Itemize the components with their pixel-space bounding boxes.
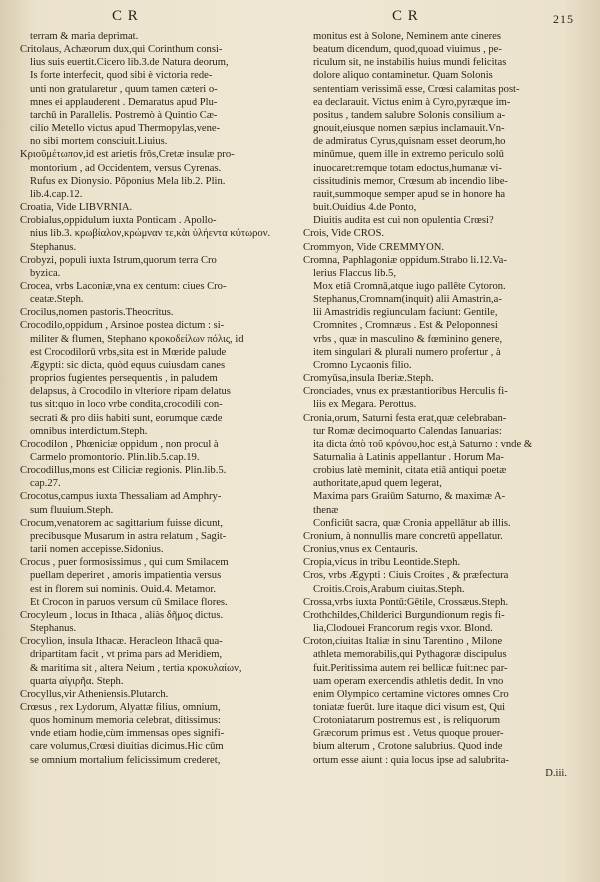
right-column-line: thenæ (313, 504, 339, 516)
left-column-line: se omnium mortalium felicissimum crederet, (30, 754, 221, 766)
right-column-line: riculum sit, ne instabilis huius mundi felicitas (313, 57, 507, 69)
right-column-line: Cromno Lycaonis filio. (313, 359, 412, 371)
right-column-line: de admiratus Cyrus,quisnam esset deorum,ho (313, 136, 506, 148)
right-column-line: Crothchildes,Childerici Burgundionum regis fi- (303, 609, 505, 621)
right-column-line: athleta memorabilis,qui Pythagoræ discipulus (313, 649, 507, 661)
left-column-line: Is forte interfecit, quod sibi è victoria rede- (30, 70, 213, 82)
left-column-line: militer & flumen, Stephano κροκοδείλων πόλις, id (30, 333, 244, 345)
left-column-line: Croatia, Vide LIBVRNIA. (20, 202, 133, 214)
left-column-line: Stephanus. (30, 623, 77, 635)
left-column-line: nius lib.3. κρωβίαλον,κρώμναν τε,κὰι ὑλήεντα κύτωρον. (30, 228, 271, 240)
right-column-line: Cronium, à nonnullis mare concretū appellatur. (303, 530, 503, 542)
left-column-line: terram & maria deprimat. (30, 31, 139, 42)
left-column-line: ceatæ.Steph. (30, 294, 84, 306)
left-column-line: Crocodilon , Phœniciæ oppidum , non procul à (20, 438, 219, 450)
right-column-line: liis ex Megara. Perottus. (313, 399, 417, 411)
right-column-line: Saturnalia à Latinis appellantur . Horum Ma- (313, 452, 504, 463)
left-column-line: & maritima sit , altera Neium , tertia κροκυλαίων, (30, 662, 242, 674)
running-head-center: C R (392, 8, 419, 24)
right-column-line: Maxima pars Graiūm Saturno, & maximæ A- (313, 491, 506, 503)
right-column-line: authoritate,apud quem legerat, (313, 478, 442, 490)
right-column-line: sententiam verissimā esse, Crœsi calamitas post- (313, 83, 520, 95)
left-column-line: Crocum,venatorem ac sagittarium fuisse dicunt, (20, 517, 223, 529)
left-column-line: byzica. (30, 267, 61, 279)
right-column-line: Crotoniatarum postremus est , is reliquorum (313, 715, 501, 727)
right-column-line: cissitudinis memor, Crœsum ab incendio libe- (313, 175, 508, 187)
left-column-line: Crocylion, insula Ithacæ. Heracleon Ithacā qua- (20, 636, 223, 648)
left-column-line: delapsus, à Crocodilo in vlteriore ripam delatus (30, 386, 231, 398)
left-column-line: unti non gratularetur , quum tamen cæteri o- (30, 83, 218, 95)
left-column-line: no sibi mortem consciuit.Liuius. (30, 136, 168, 148)
left-column-line: montorium , ad Occidentem, versus Cyrenas. (30, 162, 222, 174)
right-column-line: Cromna, Paphlagoniæ oppidum.Strabo li.12.Va- (303, 254, 507, 266)
left-column-line: Crocodillus,mons est Ciliciæ regionis. Plin.lib.5. (20, 465, 227, 477)
right-column-line: Cronia,orum, Saturni festa erat,quæ celebraban- (303, 412, 507, 424)
right-column-line: lerius Flaccus lib.5, (313, 267, 396, 279)
right-column-line: rauit,summoque semper apud se in honore ha (313, 188, 506, 200)
right-column-line: positus , tandem salubre Solonis consilium a- (313, 109, 506, 121)
right-column-line: buit.Ouidius 4.de Ponto, (313, 202, 417, 214)
left-column (20, 30, 290, 767)
right-column-line: lii Amastridis regiunculam faciunt: Gentile, (313, 307, 498, 319)
left-column-line: Critolaus, Achæorum dux,qui Corinthum consi- (20, 44, 223, 56)
left-column-line: tarchū in Parallelis. Postremò à Quintio Cæ- (30, 109, 218, 121)
right-column (303, 30, 581, 780)
right-column-line: Cropia,vicus in tribu Leontide.Steph. (303, 557, 461, 569)
left-column-line: dripartitam facit , vt prima pars ad Meridiem, (30, 649, 223, 661)
left-column-line: quarta αἰγιρῆα. Steph. (30, 675, 124, 687)
right-column-line: Stephanus,Cromnam(inquit) alii Amastrin,a- (313, 294, 502, 306)
left-column-line: est in florem sui nominis. Ouid.4. Metamor. (30, 583, 216, 595)
left-column-line: cilio Metello victus apud Thermopylas,vene- (30, 123, 221, 135)
left-column-line: Crœsus , rex Lydorum, Alyattæ filius, omnium, (20, 701, 221, 713)
left-column-line: Crocea, vrbs Laconiæ,vna ex centum: ciues Cro- (20, 280, 227, 292)
left-column-line: Crobyzi, populi iuxta Istrum,quorum terra Cro (20, 254, 217, 266)
left-column-line: Crocodilo,oppidum , Arsinoe postea dictum : si- (20, 320, 225, 332)
left-column-line: lib.4.cap.12. (30, 188, 83, 200)
right-column-line: inuocaret:remque totam edoctus,humanæ vi- (313, 162, 502, 174)
left-column-line: vnde etiam hodie,cùm immensas opes signifi- (30, 728, 225, 740)
right-column-line: Cronius,vnus ex Centauris. (303, 544, 418, 556)
left-column-line: care volumus,Crœsi diuitias dicimus.Hic cūm (30, 741, 224, 753)
left-column-line: Κριοῦμέτωπον,id est arietis frōs,Cretæ insulæ pro- (20, 149, 235, 161)
right-column-line: beatum dicendum, quod,quoad viuimus , pe- (313, 44, 502, 56)
right-column-line: gnouit,eiusque nomen sæpius inclamauit.Vn- (313, 123, 505, 135)
right-column-line: vrbs , quæ in masculino & fœminino genere, (313, 333, 503, 345)
right-column-line: D.iii. (545, 767, 567, 779)
left-column-line: Crocilus,nomen pastoris.Theocritus. (20, 307, 174, 319)
left-column-line: mnes ei applauderent . Demaratus apud Plu- (30, 96, 218, 108)
right-column-line: Croton,ciuitas Italiæ in sinu Tarentino , Milone (303, 636, 503, 648)
left-column-line: Crocyllus,vir Atheniensis.Plutarch. (20, 688, 169, 700)
left-column-line: sum fluuium.Steph. (30, 504, 114, 516)
right-column-line: dolore aliquo contaminetur. Quam Solonis (313, 70, 493, 82)
page-number: 215 (553, 12, 574, 26)
right-column-line: Crommyon, Vide CREMMYON. (303, 241, 445, 253)
right-column-line: Cros, vrbs Ægypti : Ciuis Croites , & præfectura (303, 570, 509, 582)
left-column-line: tarii nomen accepisse.Sidonius. (30, 544, 164, 556)
right-column-line: enim Olympico certamine victores omnes Cro (313, 688, 509, 700)
left-column-line: est Crocodilorū vrbs,sita est in Mœride palude (30, 346, 227, 358)
right-column-line: Cronciades, vnus ex præstantioribus Herculis fi- (303, 386, 508, 398)
right-column-line: Cromnites , Cromnæus . Est & Peloponnesi (313, 320, 498, 332)
left-column-line: secrati & pro diis habiti sunt, eorumque cæde (30, 412, 223, 424)
right-column-line: ortum esse aiunt : quia locus ipse ad salubrita- (313, 754, 509, 766)
right-column-line: item singulari & plurali numero profertur , à (313, 346, 501, 358)
left-column-line: Crocyleum , locus in Ithaca , aliàs δῆμος dictus. (20, 609, 224, 621)
right-column-line: Croitis.Crois,Arabum ciuitas.Steph. (313, 583, 465, 595)
right-column-line: Mox etiā Cromnā,atque iugo pallēte Cytoron. (313, 280, 506, 292)
left-column-line: quos hominum memoria celebrat, ditissimus: (30, 715, 221, 727)
left-column-line: proprios fugientes persequentis , in paludem (30, 373, 218, 385)
left-column-line: Rufus ex Dionysio. Pōponius Mela lib.2. Plin. (30, 175, 226, 187)
right-column-line: Diuitis audita est cui non opulentia Crœsi? (313, 215, 494, 227)
right-column-line: tur Romæ decimoquarto Calendas Ianuarias: (313, 425, 502, 437)
right-column-line: uam operam exercendis athletis dedit. In vno (313, 675, 504, 687)
left-column-line: Crobialus,oppidulum iuxta Ponticam . Apollo- (20, 215, 217, 227)
left-column-line: puellam deperiret , amoris impatientia versus (30, 570, 222, 582)
left-column-line: tus sit:quo in loco vrbe condita,crocodili con- (30, 399, 223, 411)
right-column-line: Crossa,vrbs iuxta Pontū:Gētile, Crossæus.Steph. (303, 596, 509, 608)
right-column-line: toniatæ fuerūt. lure itaque dici visum est, Qui (313, 701, 506, 713)
left-column-line: Stephanus. (30, 241, 77, 253)
left-column-line: Et Crocon in paruos versum cū Smilace flores. (30, 596, 228, 608)
right-column-line: Crois, Vide CROS. (303, 228, 384, 240)
running-head-left: C R (112, 8, 139, 24)
right-column-line: crobius latè meminit, citata etiā antiqui poetæ (313, 465, 507, 477)
left-column-line: Crocotus,campus iuxta Thessaliam ad Amphry- (20, 491, 222, 503)
right-column-line: ita dicta ἀπὸ τοῦ κρόνου,hoc est,à Saturno : vnde & (313, 438, 533, 450)
right-column-line: lia,Clodouei Francorum regis vxor. Blond. (313, 623, 493, 635)
left-column-line: omnibus interdictum.Steph. (30, 425, 148, 437)
right-column-line: Conficiūt sacra, quæ Cronia appellātur ab illis. (313, 517, 511, 529)
left-column-line: lius suis euertit.Cicero lib.3.de Natura deorum, (30, 57, 229, 69)
right-column-line: monitus est à Solone, Neminem ante cineres (313, 31, 501, 42)
left-column-line: Ægypti: sic dicta, quòd equus cuiusdam canes (30, 359, 226, 371)
right-column-line: fuit.Peritissima autem rei bellicæ fuit:nec par- (313, 662, 508, 674)
left-column-line: cap.27. (30, 478, 61, 490)
right-column-line: ea declarauit. Victus enim à Cyro,pyræque im- (313, 96, 511, 108)
right-column-line: Cromyūsa,insula Iberiæ.Steph. (303, 373, 434, 385)
left-column-line: Crocus , puer formosissimus , qui cum Smilacem (20, 557, 229, 569)
right-column-line: minūmue, quem ille in extremo periculo solū (313, 149, 504, 161)
left-column-line: Carmelo promontorio. Plin.lib.5.cap.19. (30, 452, 200, 463)
right-column-line: Græcorum primus est . Vetus quoque prouer- (313, 728, 504, 740)
right-column-line: bium alterum , Crotone salubrius. Quod inde (313, 741, 503, 753)
left-column-line: precibusque Musarum in astra relatum , Sagit- (30, 530, 227, 542)
